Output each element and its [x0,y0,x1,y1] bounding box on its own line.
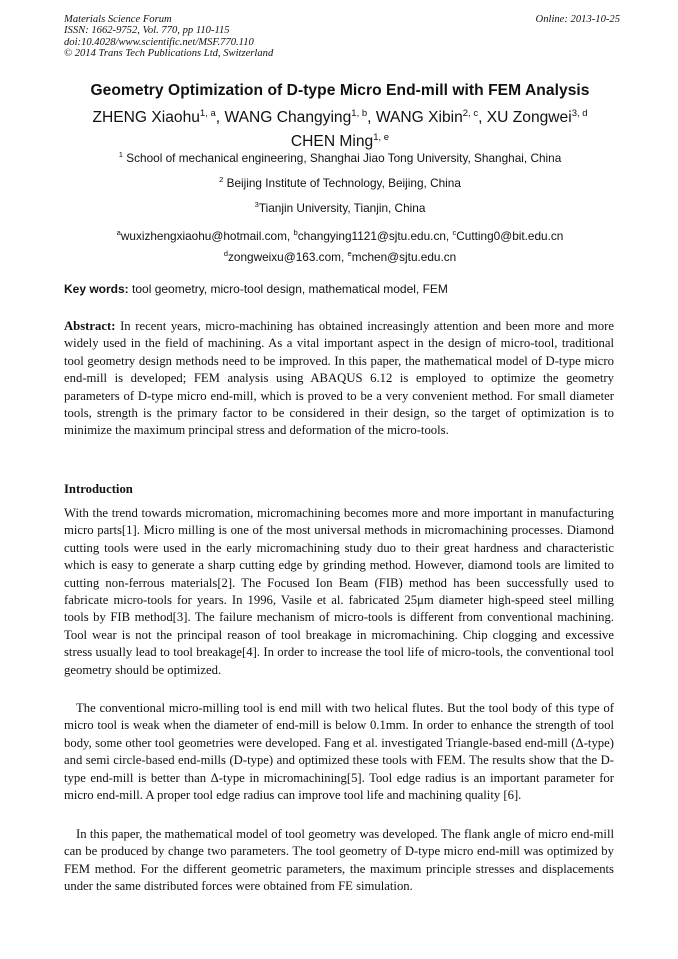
author-affiliation-mark: 3, d [571,108,588,119]
introduction-heading: Introduction [64,482,133,496]
author-name: ZHENG Xiaohu [92,109,200,127]
author-affiliation-mark: 1, b [351,108,368,119]
affiliation-text: School of mechanical engineering, Shanghai Jiao Tong University, Shanghai, China [122,150,562,165]
email-address: mchen@sjtu.edu.cn [351,250,457,265]
abstract [64,318,614,440]
introduction-paragraph-2: The conventional micro-milling tool is end mill with two helical flutes. But the tool body of this type of micro tool is weak when the diameter of end-mill is below 0.1mm. In order to enhance the strength of tool body, some other tool geometries were developed. Fang et al. investigated Triangle-based end-mill (Δ-type) and semi circle-based end-mills (D-type) and optimized these tools with FEM. The results show that the D-type end-mill is better than Δ-type in micromachining[5]. Tool edge radius is an important parameter for micro end-mill. A proper tool edge radius can improve tool life and machining quality [6]. [64,701,614,803]
author-affiliation-mark: 2, c [462,108,479,119]
affiliation-text: Beijing Institute of Technology, Beijing, China [223,175,461,190]
introduction-paragraph-3: In this paper, the mathematical model of tool geometry was developed. The flank angle of micro end-mill can be produced by change two parameters. The tool geometry of D-type micro end-mill was optimized by FEM method. For the different geometric parameters, the maximum principle stresses and displacements under the same distributed forces were obtained from FE simulation. [64,827,614,894]
keywords [64,282,620,296]
email-mark: b [293,228,298,237]
journal-header [64,14,620,60]
email-address: Cutting0@bit.edu.cn [456,228,564,243]
abstract-text: In recent years, micro-machining has obtained increasingly attention and been more and more widely used in the field of machining. As a vital important aspect in the design of micro-tool, traditional tool geometry design methods need to be improved. In this paper, the mathematical model of D-type micro end-mill is developed; FEM analysis using ABAQUS 6.12 is employed to optimize the geometry parameters of D-type micro end-mill, which is proved to be a very convenient method. For small diameter tools, strength is the primary factor to be considered in their design, so the target of optimization is to minimize the maximum principal stress and deformation of the micro-tools. [64,319,614,438]
affiliation-2 [40,175,640,190]
author-affiliation-mark: 1, e [373,132,390,144]
author-name: WANG Xibin [375,109,463,127]
issn-line: ISSN: 1662-9752, Vol. 770, pp 110-115 [64,25,230,37]
affiliation-1 [40,150,640,165]
doi-line: doi:10.4028/www.scientific.net/MSF.770.110 [64,36,254,48]
email-mark: d [223,249,228,259]
keywords-text: tool geometry, micro-tool design, mathematical model, FEM [128,282,448,296]
copyright-line: © 2014 Trans Tech Publications Ltd, Switzerland [64,48,274,60]
email-mark: a [116,228,121,237]
introduction-paragraph-1: With the trend towards micromation, micromachining becomes more and more important in manufacturing micro parts[1]. Micro milling is one of the most universal methods in micromachining processes. Diamond cutting tools were used in the early micromachining study duo to their great hardness and characteristic which is easy to generate a sharp cutting edge by grinding method. However, diamond tools are limited to cutting non-ferrous materials[2]. The Focused Ion Beam (FIB) method has been successfully used to fabricate micro-tools for years. In 1996, Vasile et al. fabricated 25μm diameter high-speed steel milling tools by FIB method[3]. The failure mechanism of micro-tools is different from conventional machining. Tool wear is not the principal reason of tool breakage in micromachining. Chip clogging and excessive stress usually lead to tool breakage[4]. In order to increase the tool life of micro-tools, the conventional tool geometry should be optimized. [64,506,614,677]
journal-name: Materials Science Forum [64,14,172,25]
affiliation-3 [40,200,640,215]
keywords-label: Key words: [64,282,129,296]
author-name: WANG Changying [224,109,352,127]
author-affiliation-mark: 1, a [199,108,216,119]
online-date: Online: 2013-10-25 [535,14,620,25]
author-name: XU Zongwei [486,109,572,127]
affiliation-text: Tianjin University, Tianjin, China [258,200,426,215]
email-address: wuxizhengxiaohu@hotmail.com, [120,228,294,243]
affiliation-mark: 1 [118,150,123,159]
email-address: changying1121@sjtu.edu.cn, [297,228,453,243]
email-mark: e [347,249,352,259]
author-name: CHEN Ming [290,133,374,151]
affiliation-mark: 3 [254,200,259,209]
email-address: zongweixu@163.com, [228,250,348,265]
abstract-label: Abstract: [64,319,116,333]
email-list [40,224,640,267]
paper-title: Geometry Optimization of D-type Micro End-mill with FEM Analysis [90,82,590,99]
author-list: ZHENG Xiaohu$^{1, a}$, WANG Changying$^{1, b}$, WANG Xibin$^{2, c}$, XU Zongwei$^{3, d}$ CHEN Ming$^{1, e}$ [92,108,588,151]
affiliation-mark: 2 [219,175,224,184]
email-mark: c [452,228,457,237]
